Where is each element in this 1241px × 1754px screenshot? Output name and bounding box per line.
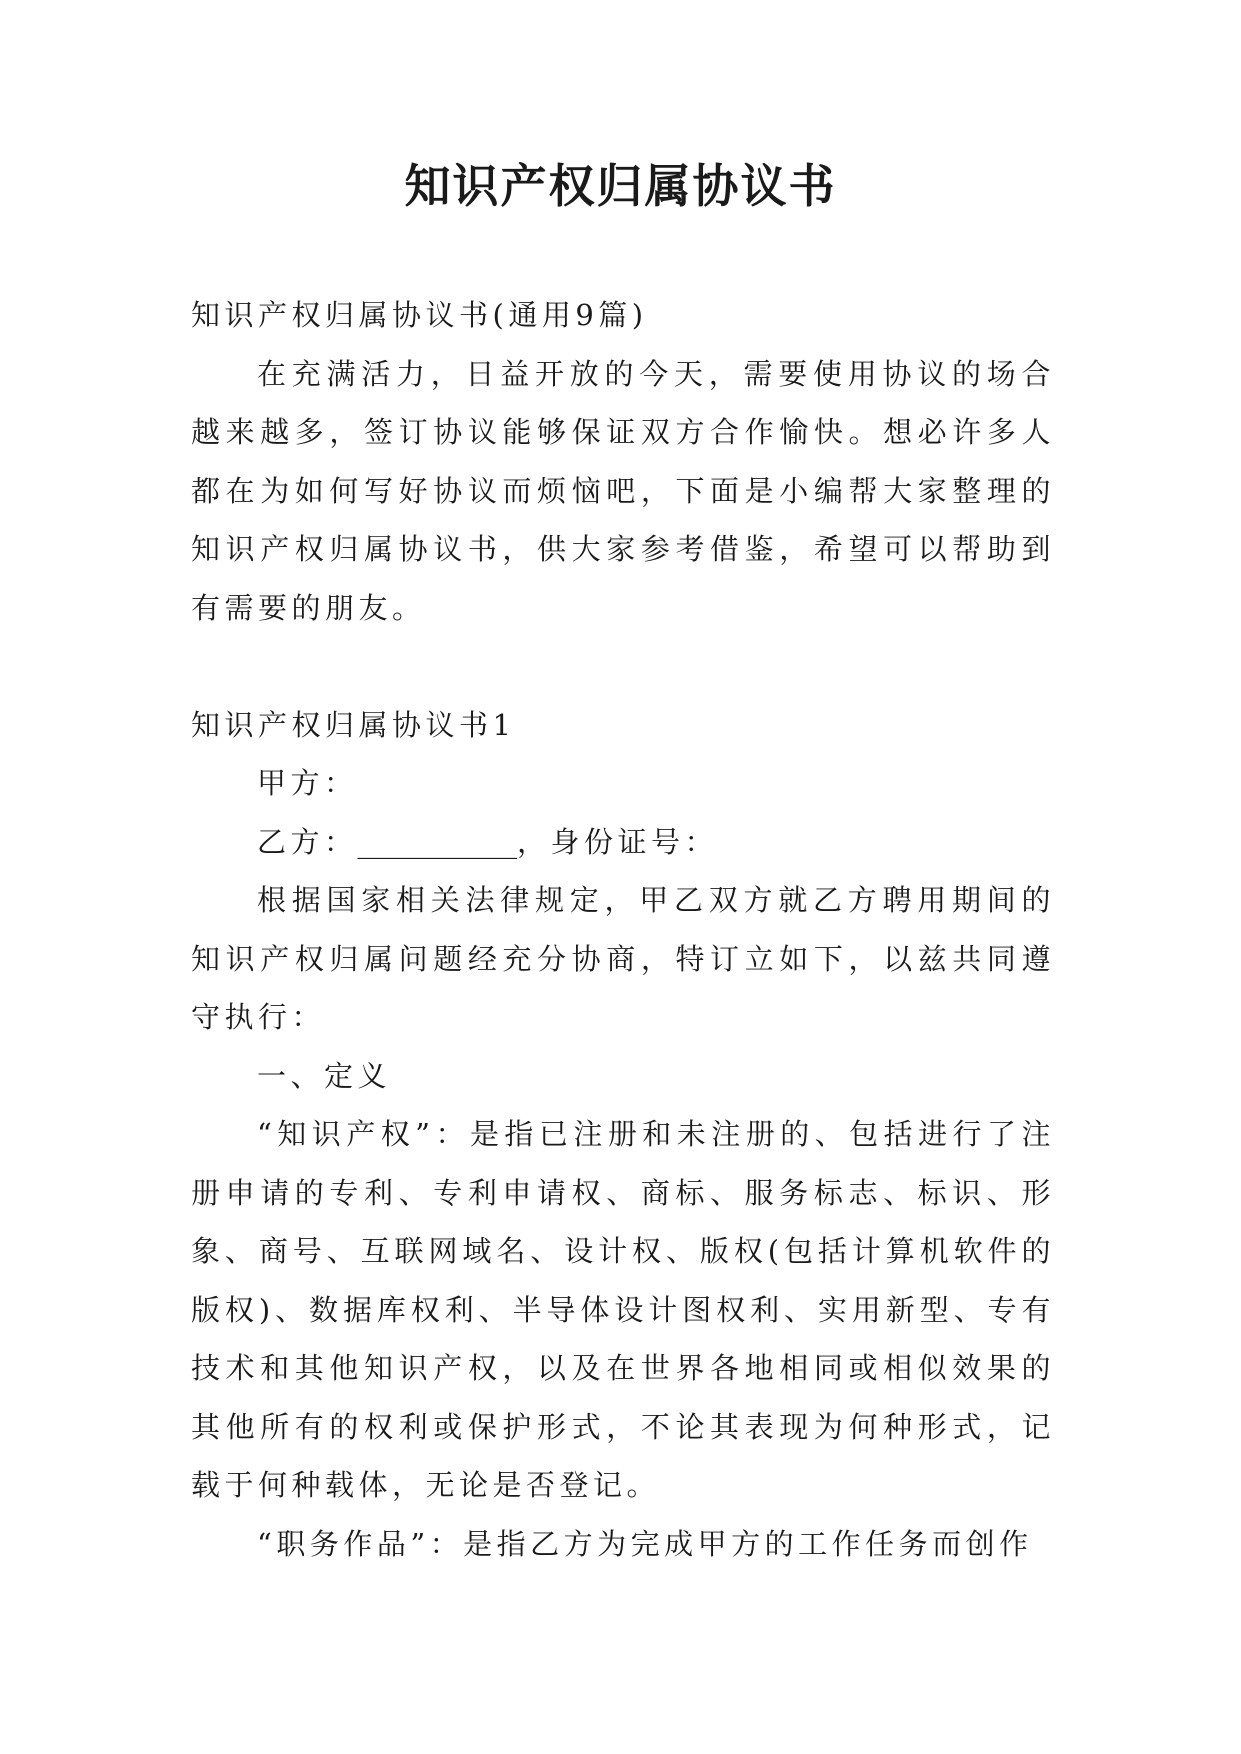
party-b-line — [191, 813, 1055, 872]
document-body — [191, 286, 1055, 1573]
document-title: 知识产权归属协议书 — [404, 159, 837, 213]
definition-ip-paragraph: “知识产权”：是指已注册和未注册的、包括进行了注册申请的专利、专利申请权、商标、服务标志、标识、形象、商号、互联网域名、设计权、版权(包括计算机软件的版权)、数据库权利、半导体设计图权利、实用新型、专有技术和其他知识产权，以及在世界各地相同或相似效果的其他所有的权利或保护形式，不论其表现为何种形式，记载于何种载体，无论是否登记。 — [191, 1117, 1055, 1502]
party-a-line: 甲方： — [257, 766, 358, 800]
party-b-blank: ___________ — [357, 824, 518, 859]
intro-paragraph: 在充满活力，日益开放的今天，需要使用协议的场合越来越多，签订协议能够保证双方合作愉快。想必许多人都在为如何写好协议而烦恼吧，下面是小编帮大家整理的知识产权归属协议书，供大家参考借鉴，希望可以帮助到有需要的朋友。 — [191, 356, 1055, 625]
section-heading: 知识产权归属协议书1 — [191, 707, 516, 742]
preamble-paragraph: 根据国家相关法律规定，甲乙双方就乙方聘用期间的知识产权归属问题经充分协商，特订立如下，以兹共同遵守执行： — [191, 883, 1055, 1034]
document-subtitle: 知识产权归属协议书(通用9篇) — [191, 298, 648, 332]
section-spacer — [191, 637, 1055, 696]
clause-heading: 一、定义 — [257, 1058, 392, 1093]
party-b-label: 乙方： — [257, 824, 358, 859]
party-b-id-label: ，身份证号： — [517, 824, 719, 859]
definition-work-paragraph: “职务作品”：是指乙方为完成甲方的工作任务而创作 — [257, 1526, 1033, 1561]
